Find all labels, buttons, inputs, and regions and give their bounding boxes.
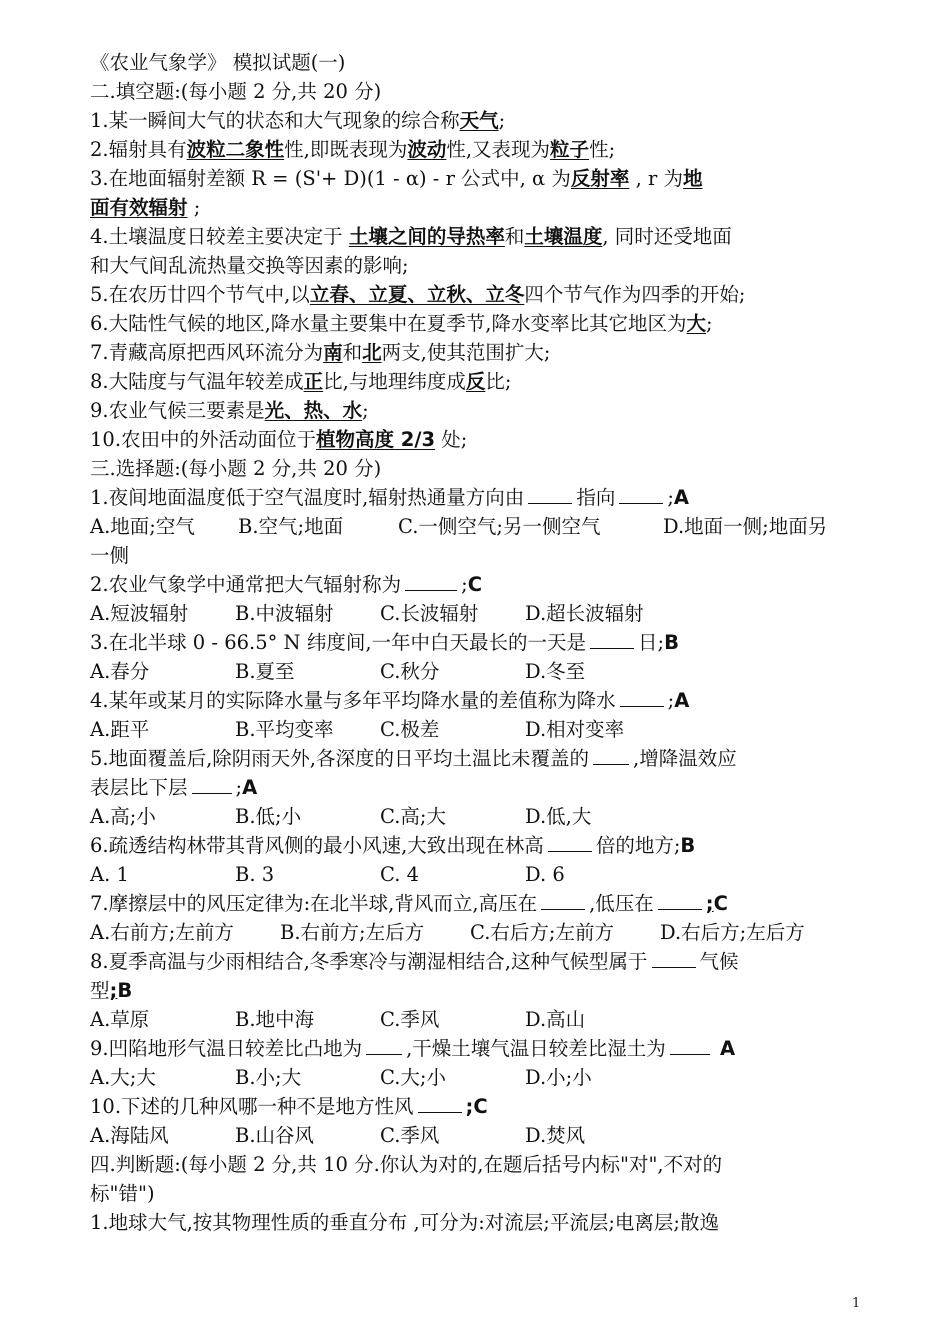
fill-item-4-cont: 和大气间乱流热量交换等因素的影响; (90, 254, 409, 277)
judge-section-heading: 四.判断题:(每小题 2 分,共 10 分.你认为对的,在题后括号内标"对",不对的 (90, 1153, 723, 1176)
option: D.高山 (525, 1008, 586, 1031)
question-text: ,干燥土壤气温日较差比湿土为 (406, 1037, 666, 1060)
question-text: 型 (90, 979, 110, 1002)
choice-options-4 (90, 715, 862, 744)
option: C.大;小 (380, 1066, 446, 1089)
answer: 土壤温度 (524, 225, 603, 248)
fill-item-9 (90, 396, 862, 425)
choice-options-7 (90, 918, 862, 947)
option: D.冬至 (525, 660, 586, 683)
question-text: ; (362, 399, 369, 422)
question-text: 比; (485, 370, 512, 393)
answer-key: B (664, 631, 679, 654)
question-text: , r 为 (629, 167, 684, 190)
answer-key: C (473, 1095, 488, 1118)
choice-question-9 (90, 1034, 862, 1063)
question-text: 10.下述的几种风哪一种不是地方性风 (90, 1095, 414, 1118)
question-text: 3.在地面辐射差额 R = (S'+ D)(1 - α) - r 公式中, α 为 (90, 167, 571, 190)
choice-question-4 (90, 686, 862, 715)
question-text: 气候 (699, 950, 739, 973)
option: C. 4 (380, 863, 420, 886)
answer: 正 (303, 370, 324, 393)
option: D.小;小 (525, 1066, 592, 1089)
option: C.季风 (380, 1008, 440, 1031)
answer: 地 (683, 167, 703, 190)
option: C.右后方;左前方 (470, 921, 614, 944)
answer-blank (670, 1034, 710, 1055)
choice-options-3 (90, 657, 862, 686)
question-text: ; (235, 776, 243, 799)
answer-blank (366, 1034, 402, 1055)
option: B.空气;地面 (238, 515, 344, 538)
question-text: 性,又表现为 (446, 138, 551, 161)
exam-page (90, 48, 862, 1237)
choice-options-8 (90, 1005, 862, 1034)
choice-question-10 (90, 1092, 862, 1121)
fill-item-3 (90, 164, 862, 193)
question-text: 6.大陆性气候的地区,降水量主要集中在夏季节,降水变率比其它地区为 (90, 312, 687, 335)
option: C.长波辐射 (380, 602, 479, 625)
choice-question-1 (90, 483, 862, 512)
choice-options-10 (90, 1121, 862, 1150)
question-text: 8.大陆度与气温年较差成 (90, 370, 304, 393)
judge-item-1: 1.地球大气,按其物理性质的垂直分布 ,可分为:对流层;平流层;电离层;散逸 (90, 1211, 719, 1234)
question-text: 和 (342, 341, 363, 364)
option: B.夏至 (235, 660, 295, 683)
fill-item-7 (90, 338, 862, 367)
option: D.地面一侧;地面另 (663, 515, 828, 538)
question-text: 指向 (576, 486, 616, 509)
question-text: 9.凹陷地形气温日较差比凸地为 (90, 1037, 363, 1060)
option: C.一侧空气;另一侧空气 (398, 515, 601, 538)
option: C.极差 (380, 718, 440, 741)
answer-key: B (117, 979, 133, 1002)
answer-blank (418, 1092, 462, 1113)
choice-options-6 (90, 860, 862, 889)
option: B.山谷风 (235, 1124, 315, 1147)
choice-options-1 (90, 512, 862, 541)
option: C.高;大 (380, 805, 446, 828)
option: B.小;大 (235, 1066, 302, 1089)
question-text: 7.青藏高原把西风环流分为 (90, 341, 324, 364)
answer: 立春、立夏、立秋、立冬 (309, 283, 525, 306)
option: B.右前方;左后方 (280, 921, 425, 944)
option: A.短波辐射 (90, 602, 189, 625)
option: A. 1 (90, 863, 129, 886)
answer: 光、热、水 (264, 399, 363, 422)
question-text: 四个节气作为四季的开始; (524, 283, 746, 306)
option: A.海陆风 (90, 1124, 169, 1147)
choice-question-6 (90, 831, 862, 860)
fill-item-4 (90, 222, 862, 251)
option: B.地中海 (235, 1008, 315, 1031)
choice-options-2 (90, 599, 862, 628)
question-text: 性,即既表现为 (284, 138, 408, 161)
answer-blank (619, 483, 663, 504)
option: A.距平 (90, 718, 150, 741)
choice-question-7 (90, 889, 862, 918)
question-text: 4.某年或某月的实际降水量与多年平均降水量的差值称为降水 (90, 689, 616, 712)
question-text: ; (109, 979, 118, 1002)
choice-options-9 (90, 1063, 862, 1092)
question-text: 8.夏季高温与少雨相结合,冬季寒冷与潮湿相结合,这种气候型属于 (90, 950, 648, 973)
question-text: ; (705, 892, 714, 915)
option: A.地面;空气 (90, 515, 195, 538)
question-text: 2.农业气象学中通常把大气辐射称为 (90, 573, 402, 596)
choice-question-8-cont (90, 976, 862, 1005)
answer-key: A (674, 689, 690, 712)
question-text: 9.农业气候三要素是 (90, 399, 265, 422)
answer: 面有效辐射 (90, 196, 188, 219)
fill-item-1 (90, 106, 862, 135)
question-text: 倍的地方; (595, 834, 681, 857)
answer-key: A (673, 486, 689, 509)
option: D. 6 (525, 863, 565, 886)
answer-key: A (242, 776, 258, 799)
option: D.焚风 (525, 1124, 586, 1147)
choice-question-5 (90, 744, 862, 773)
answer: 反射率 (570, 167, 630, 190)
answer-blank (593, 744, 629, 765)
choice-question-5-cont (90, 773, 862, 802)
question-text: 3.在北半球 0 - 66.5° N 纬度间,一年中白天最长的一天是 (90, 631, 587, 654)
question-text: 比,与地理纬度成 (323, 370, 466, 393)
question-text: 处; (435, 428, 468, 451)
option: D.超长波辐射 (525, 602, 644, 625)
choice-question-8 (90, 947, 862, 976)
fill-item-10 (90, 425, 862, 454)
question-text: , 同时还受地面 (602, 225, 732, 248)
question-text: 两支,使其范围扩大; (381, 341, 551, 364)
fill-section-heading: 二.填空题:(每小题 2 分,共 20 分) (90, 80, 382, 103)
option: C.季风 (380, 1124, 440, 1147)
answer-blank (620, 686, 664, 707)
question-text: 5.地面覆盖后,除阴雨天外,各深度的日平均土温比未覆盖的 (90, 747, 590, 770)
answer-blank (590, 628, 634, 649)
question-text: 性; (589, 138, 616, 161)
fill-item-5 (90, 280, 862, 309)
option: A.右前方;左前方 (90, 921, 234, 944)
exam-title: 《农业气象学》 模拟试题(一) (90, 51, 346, 74)
fill-item-3-cont (90, 193, 862, 222)
answer-blank (548, 831, 592, 852)
option: A.高;小 (90, 805, 156, 828)
option: A.大;大 (90, 1066, 156, 1089)
question-text: ; (465, 1095, 474, 1118)
answer-key: C (467, 573, 482, 596)
option: B.中波辐射 (235, 602, 334, 625)
choice-options-5 (90, 802, 862, 831)
question-text: ,增降温效应 (633, 747, 737, 770)
answer-key: A (720, 1037, 736, 1060)
answer-blank (541, 889, 585, 910)
answer-blank (528, 483, 572, 504)
option: C.秋分 (380, 660, 440, 683)
question-text: ; (461, 573, 468, 596)
option: A.春分 (90, 660, 150, 683)
question-text: 1.某一瞬间大气的状态和大气现象的综合称 (90, 109, 460, 132)
answer: 波动 (407, 138, 447, 161)
answer: 南 (323, 341, 343, 364)
answer: 植物高度 2/3 (316, 428, 436, 451)
question-text: 4.土壤温度日较差主要决定于 (90, 225, 349, 248)
question-text: ; (187, 196, 201, 219)
question-text: ,低压在 (589, 892, 654, 915)
answer-key: C (713, 892, 728, 915)
question-text: 和 (504, 225, 525, 248)
option: D.右后方;左后方 (660, 921, 805, 944)
option: B.平均变率 (235, 718, 334, 741)
choice-question-2 (90, 570, 862, 599)
question-text: ; (706, 312, 713, 335)
fill-item-8 (90, 367, 862, 396)
page-number: 1 (852, 1296, 861, 1311)
question-text: 10.农田中的外活动面位于 (90, 428, 317, 451)
answer-blank (405, 570, 457, 591)
question-text: ; (498, 109, 506, 132)
fill-item-6 (90, 309, 862, 338)
question-text: 表层比下层 (90, 776, 188, 799)
option: D.相对变率 (525, 718, 625, 741)
question-text: 7.摩擦层中的风压定律为:在北半球,背风而立,高压在 (90, 892, 538, 915)
answer: 大 (686, 312, 707, 335)
option: D.低,大 (525, 805, 592, 828)
answer: 反 (465, 370, 486, 393)
question-text: 5.在农历廿四个节气中,以 (90, 283, 310, 306)
answer-key: B (680, 834, 696, 857)
answer: 粒子 (550, 138, 590, 161)
choice-option-cont: 一侧 (90, 544, 130, 567)
choice-section-heading: 三.选择题:(每小题 2 分,共 20 分) (90, 457, 382, 480)
answer-blank (192, 773, 232, 794)
question-text: 6.疏透结构林带其背风侧的最小风速,大致出现在林高 (90, 834, 544, 857)
fill-item-2 (90, 135, 862, 164)
answer-blank (658, 889, 702, 910)
question-text: 2.辐射具有 (90, 138, 187, 161)
answer-blank (652, 947, 696, 968)
judge-section-heading-cont: 标"错") (90, 1182, 155, 1205)
question-text: 1.夜间地面温度低于空气温度时,辐射热通量方向由 (90, 486, 525, 509)
choice-question-3 (90, 628, 862, 657)
option: A.草原 (90, 1008, 150, 1031)
option: B. 3 (235, 863, 275, 886)
question-text: ; (667, 486, 674, 509)
question-text: ; (667, 689, 675, 712)
option: B.低;小 (235, 805, 302, 828)
answer: 天气 (459, 109, 499, 132)
answer: 土壤之间的导热率 (348, 225, 505, 248)
answer: 北 (362, 341, 382, 364)
answer: 波粒二象性 (186, 138, 285, 161)
question-text: 日; (638, 631, 665, 654)
